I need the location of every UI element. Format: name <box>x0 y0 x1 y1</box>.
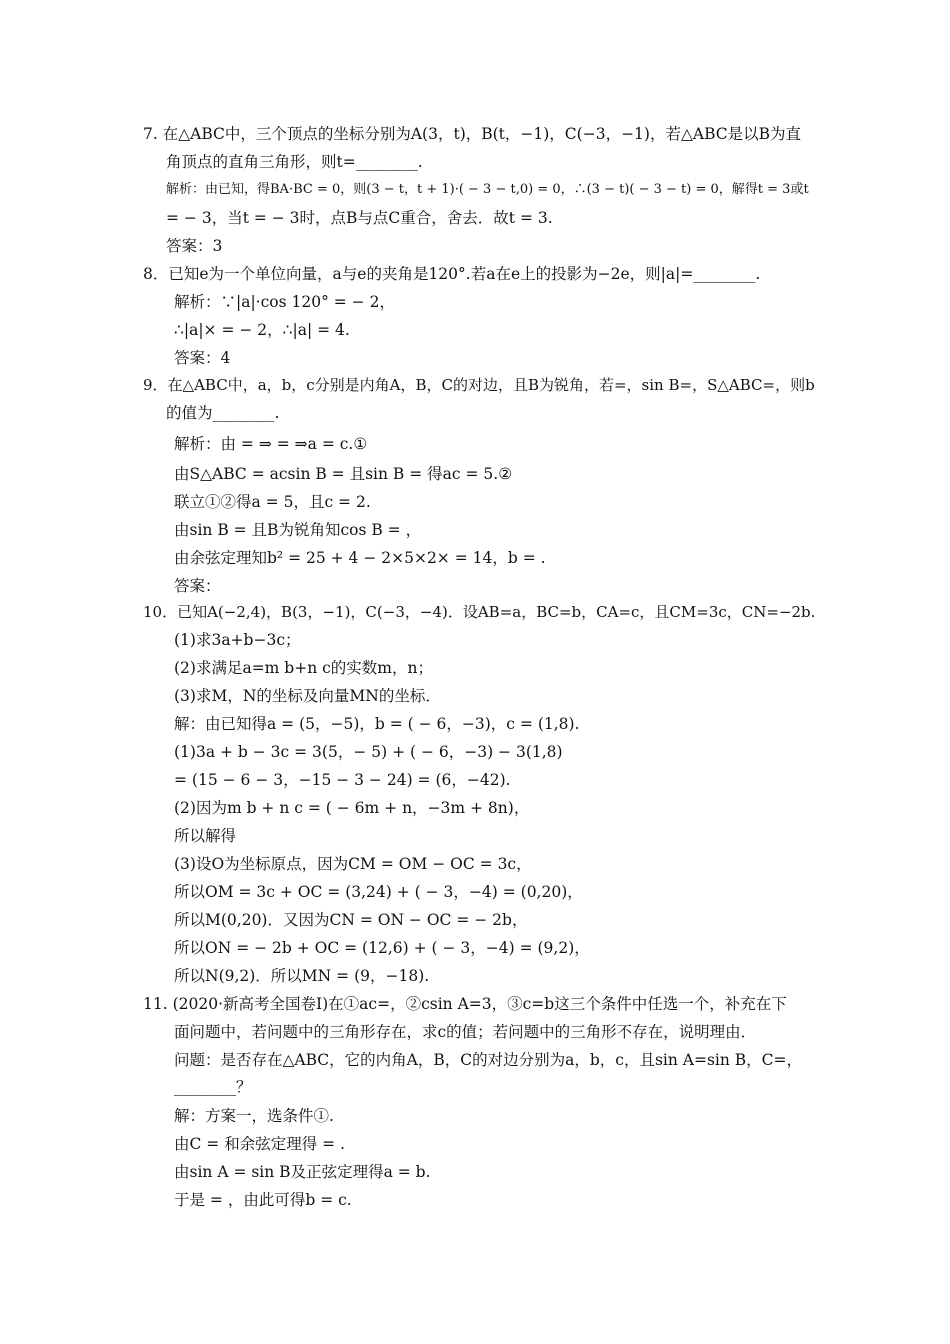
q10-solution-line-9: 所以ON = − 2b + OC = (12,6) + ( − 3，−4) = (9,2)， <box>174 939 590 957</box>
q11-solution-line-3: 由sin A = sin B及正弦定理得a = b. <box>174 1163 431 1181</box>
q7-line-2: 角顶点的直角三角形，则t=________. <box>166 153 423 171</box>
q11-solution-line-2: 由C = 和余弦定理得 = . <box>174 1135 345 1153</box>
q7-answer: 答案：3 <box>166 237 223 255</box>
q10-line-1: 10．已知A(−2,4)，B(3，−1)，C(−3，−4)．设AB=a，BC=b，CA=c，且CM=3c，CN=−2b. <box>143 603 816 621</box>
q10-solution-line-8: 所以M(0,20)．又因为CN = ON − OC = − 2b， <box>174 911 528 929</box>
q10-solution-line-3: = (15 − 6 − 3，−15 − 3 − 24) = (6，−42). <box>174 771 511 789</box>
q10-solution-line-5: 所以解得 <box>174 827 237 845</box>
q8-answer: 答案：4 <box>174 349 231 367</box>
q8-solution-line-1: 解析：∵|a|·cos 120° = − 2， <box>174 293 395 311</box>
q11-line-2: 面问题中，若问题中的三角形存在，求c的值；若问题中的三角形不存在，说明理由． <box>174 1023 757 1041</box>
q7-solution-line-2: = − 3，当t = − 3时，点B与点C重合，舍去．故t = 3. <box>166 209 553 227</box>
q9-solution-line-4: 由sin B = 且B为锐角知cos B = ， <box>174 521 422 539</box>
q11-line-4: ________？ <box>174 1078 252 1096</box>
q10-solution-line-4: (2)因为m b + n c = ( − 6m + n，−3m + 8n)， <box>174 799 530 817</box>
q10-solution-line-6: (3)设O为坐标原点，因为CM = OM − OC = 3c， <box>174 855 532 873</box>
q11-line-3: 问题：是否存在△ABC，它的内角A，B，C的对边分别为a，b，c，且sin A=sin B，C=， <box>174 1051 803 1069</box>
q9-solution-line-1: 解析：由 = ⇒ = ⇒a = c.① <box>174 435 368 453</box>
q10-solution-line-1: 解：由已知得a = (5，−5)，b = ( − 6，−3)，c = (1,8). <box>174 715 580 733</box>
q10-solution-line-2: (1)3a + b − 3c = 3(5，− 5) + ( − 6，−3) − 3(1,8) <box>174 743 563 761</box>
q8-line-1: 8．已知e为一个单位向量，a与e的夹角是120°.若a在e上的投影为−2e，则|a|=________. <box>143 265 761 283</box>
q9-answer: 答案： <box>174 577 221 595</box>
q9-solution-line-3: 联立①②得a = 5，且c = 2. <box>174 493 371 511</box>
q10-part-1: (1)求3a+b−3c； <box>174 631 301 649</box>
q10-solution-line-10: 所以N(9,2)．所以MN = (9，−18). <box>174 967 430 985</box>
q11-solution-line-4: 于是 = ，由此可得b = c. <box>174 1191 352 1209</box>
q11-line-1: 11. (2020·新高考全国卷Ⅰ)在①ac=，②csin A=3，③c=b这三个条件中任选一个，补充在下 <box>143 995 787 1013</box>
q7-solution-line-1: 解析：由已知，得BA·BC = 0，则(3 − t，t + 1)·( − 3 − t,0) = 0，∴(3 − t)( − 3 − t) = 0，解得t = 3或t <box>166 182 809 197</box>
q10-solution-line-7: 所以OM = 3c + OC = (3,24) + ( − 3，−4) = (0,20)， <box>174 883 583 901</box>
q9-line-1: 9．在△ABC中，a，b，c分别是内角A，B，C的对边，且B为锐角，若=，sin B=，S△ABC=，则b <box>143 376 815 394</box>
q7-line-1: 7. 在△ABC中，三个顶点的坐标分别为A(3，t)，B(t，−1)，C(−3，−1)，若△ABC是以B为直 <box>143 125 802 143</box>
q10-part-3: (3)求M，N的坐标及向量MN的坐标． <box>174 687 441 705</box>
q11-solution-line-1: 解：方案一，选条件①. <box>174 1107 334 1125</box>
q8-solution-line-2: ∴|a|× = − 2，∴|a| = 4. <box>174 321 350 339</box>
q10-part-2: (2)求满足a=m b+n c的实数m，n； <box>174 659 433 677</box>
q9-solution-line-5: 由余弦定理知b² = 25 + 4 − 2×5×2× = 14，b = . <box>174 549 546 567</box>
q9-line-2: 的值为________. <box>166 404 280 422</box>
q9-solution-line-2: 由S△ABC = acsin B = 且sin B = 得ac = 5.② <box>174 465 513 483</box>
